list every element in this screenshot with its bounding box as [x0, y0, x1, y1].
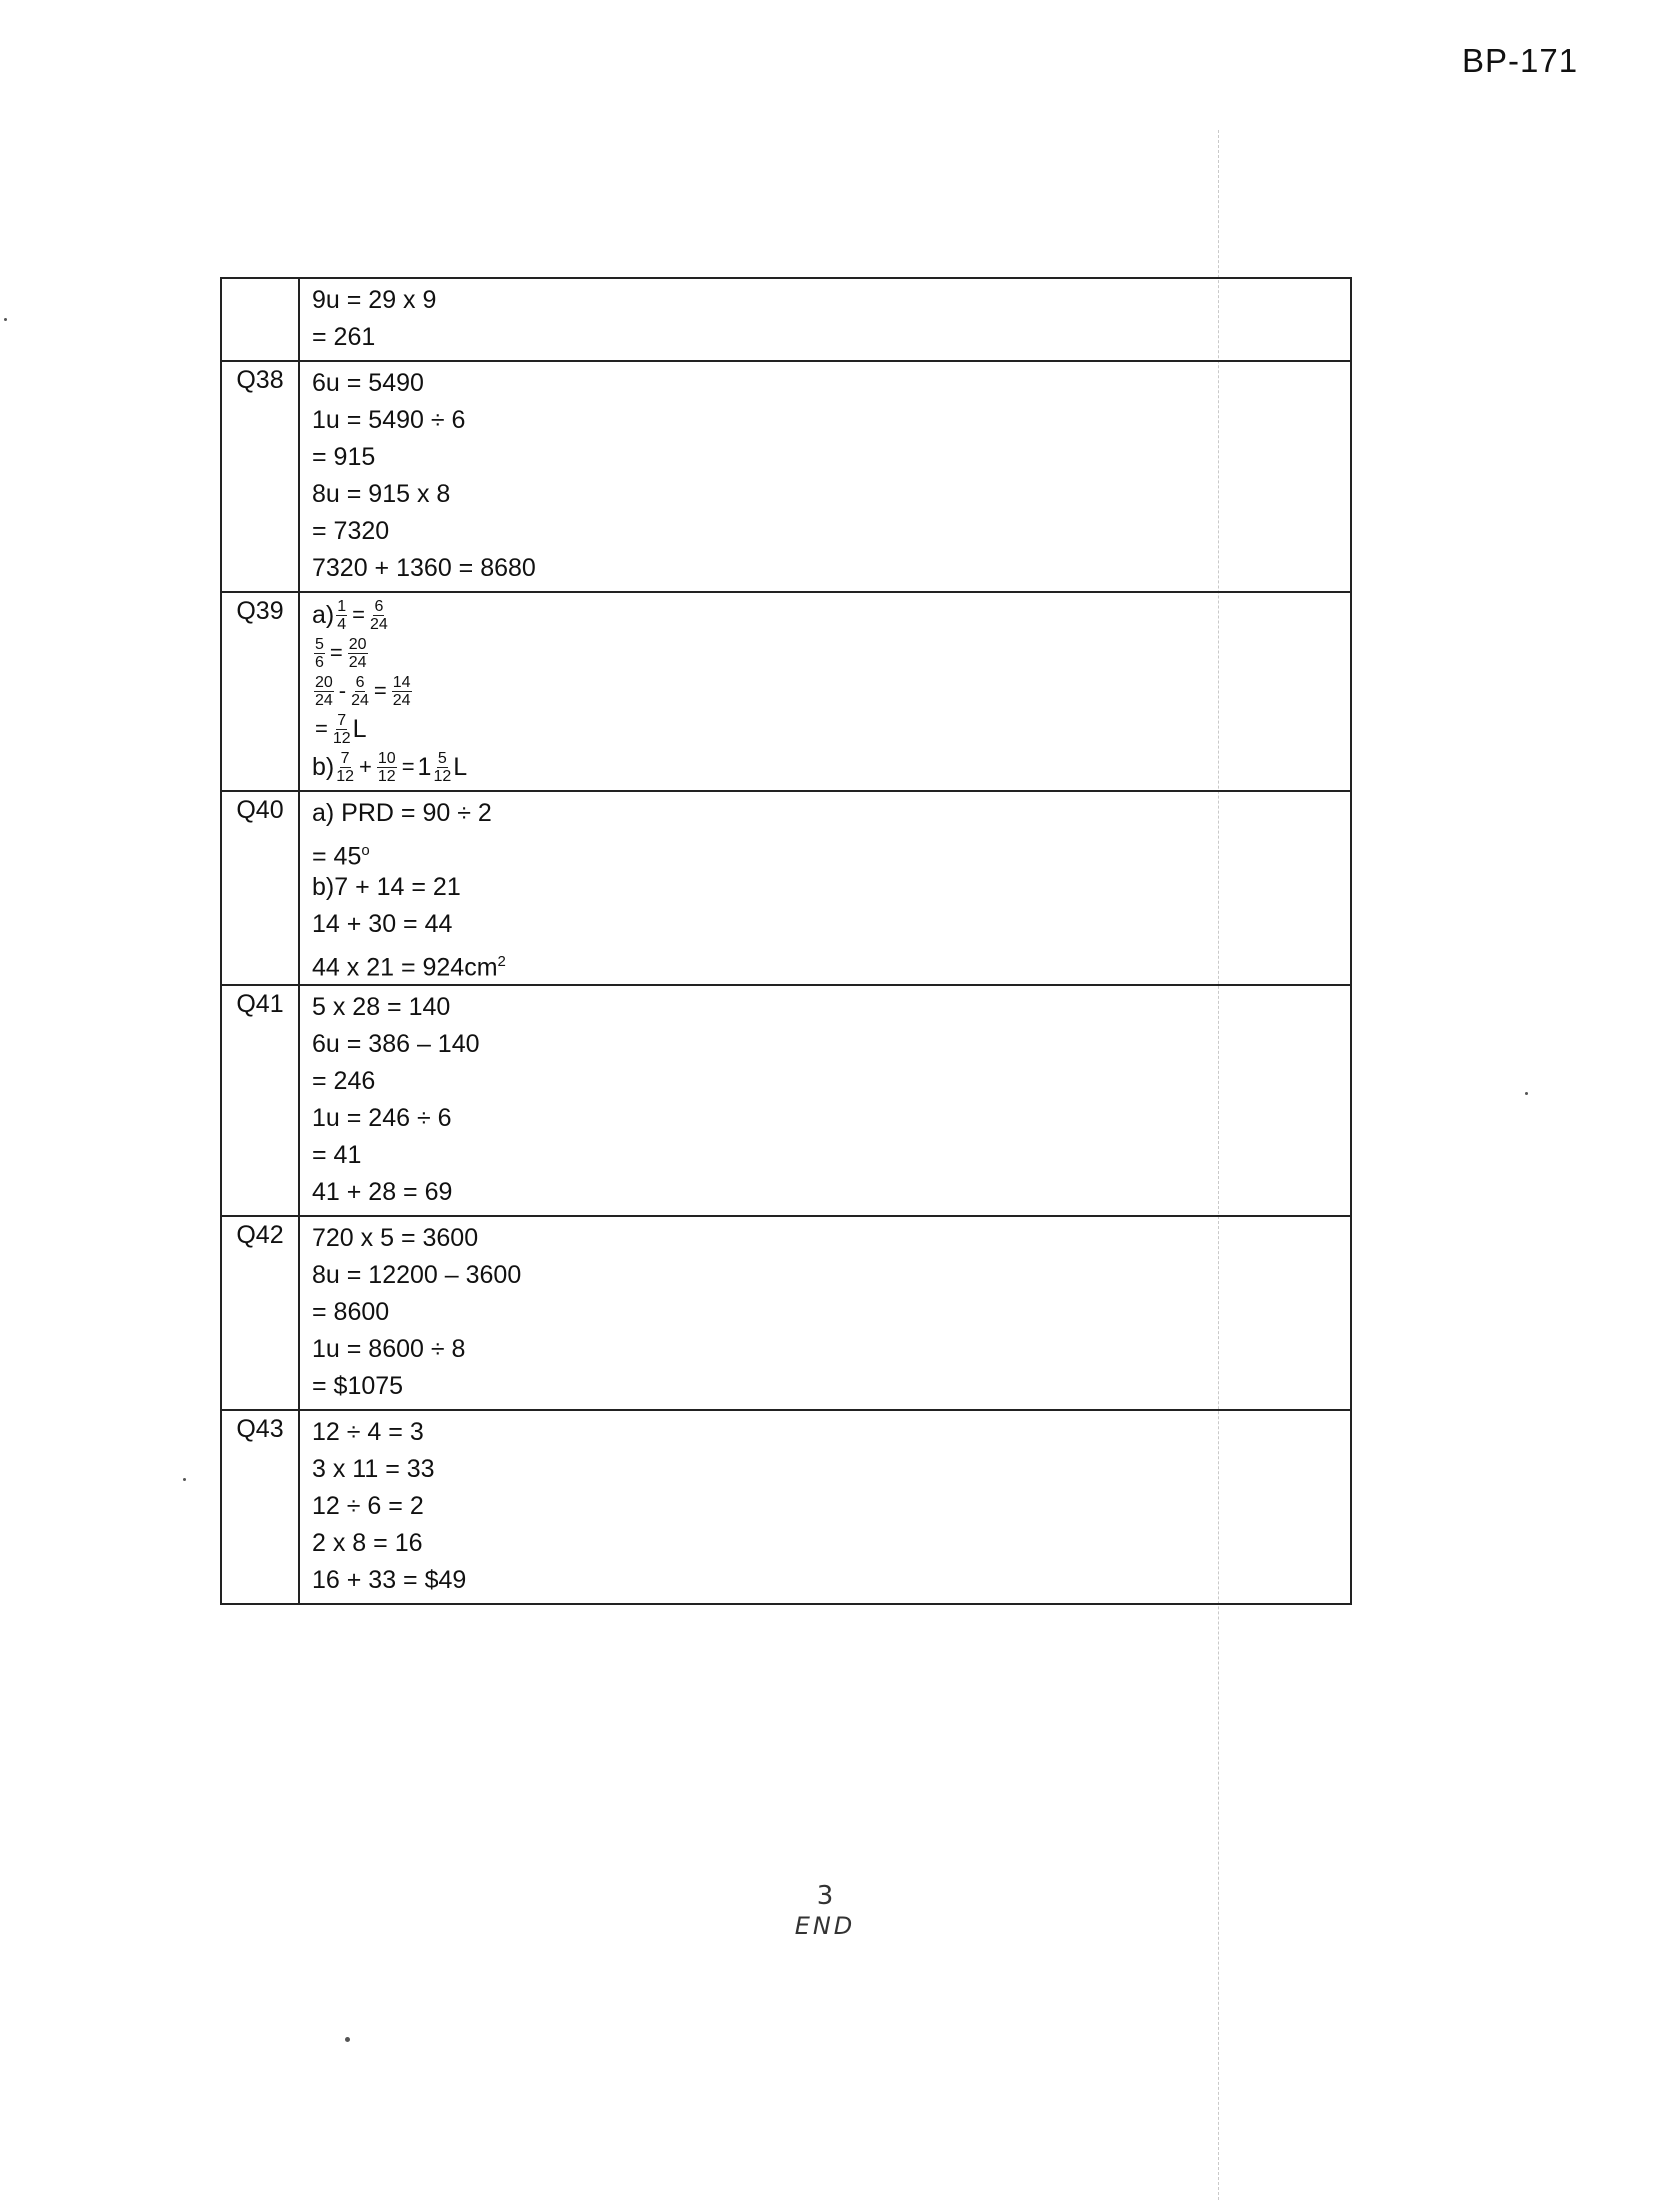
whole-number: 1 [417, 752, 432, 781]
numerator: 1 [337, 597, 347, 615]
numerator: 10 [377, 749, 396, 767]
table-row [221, 278, 1351, 361]
question-number: Q43 [221, 1410, 299, 1604]
working-line: = $1075 [312, 1372, 404, 1400]
scan-speck [345, 2037, 350, 2042]
denominator: 4 [337, 615, 347, 633]
working-cell [299, 361, 1351, 592]
working-line: 12 ÷ 4 = 3 [312, 1418, 424, 1446]
table-row [221, 985, 1351, 1216]
numerator: 7 [340, 749, 350, 767]
working-line: 720 x 5 = 3600 [312, 1224, 479, 1252]
equals-sign: = [315, 716, 328, 741]
fraction-line [312, 596, 1340, 634]
equals-sign: = [329, 640, 343, 665]
equals-sign: = [401, 754, 415, 779]
working-cell [299, 791, 1351, 985]
working-cell [299, 1410, 1351, 1604]
question-number [221, 278, 299, 361]
denominator: 12 [377, 767, 396, 785]
page-footer [770, 1880, 880, 1940]
part-label: a) [312, 600, 335, 629]
squared-mark: 2 [497, 953, 506, 970]
working-line: = 246 [312, 1067, 376, 1095]
working-text: = 45 [312, 842, 362, 871]
scan-speck [4, 318, 7, 321]
working-line: = 261 [312, 323, 376, 351]
unit-label: L [453, 752, 468, 781]
table-row [221, 1216, 1351, 1410]
question-number: Q41 [221, 985, 299, 1216]
working-line: = 7320 [312, 517, 390, 545]
equals-sign: = [373, 678, 387, 703]
working-line [312, 943, 1340, 980]
working-line: 8u = 12200 – 3600 [312, 1261, 522, 1289]
table-row [221, 1410, 1351, 1604]
denominator: 24 [315, 691, 333, 709]
denominator: 6 [315, 653, 324, 671]
fraction [348, 636, 368, 671]
scan-speck [183, 1478, 186, 1481]
fraction [392, 674, 412, 709]
working-line: = 41 [312, 1141, 362, 1169]
working-line: 1u = 8600 ÷ 8 [312, 1335, 466, 1363]
end-mark: END [794, 1912, 856, 1940]
working-line: 2 x 8 = 16 [312, 1529, 423, 1557]
fraction [370, 598, 388, 633]
working-line: 5 x 28 = 140 [312, 993, 451, 1021]
numerator: 20 [348, 635, 367, 653]
working-line: 41 + 28 = 69 [312, 1178, 453, 1206]
denominator: 24 [348, 653, 367, 671]
part-label: b) [312, 752, 335, 781]
working-line: = 915 [312, 443, 376, 471]
question-number: Q39 [221, 592, 299, 791]
working-line: 14 + 30 = 44 [312, 910, 453, 938]
equals-sign: = [352, 602, 365, 627]
working-line: 6u = 5490 [312, 369, 424, 397]
fraction [314, 674, 334, 709]
working-line: b)7 + 14 = 21 [312, 873, 461, 901]
question-number: Q42 [221, 1216, 299, 1410]
working-cell [299, 278, 1351, 361]
working-line: 12 ÷ 6 = 2 [312, 1492, 424, 1520]
table-row [221, 361, 1351, 592]
working-line: 7320 + 1360 = 8680 [312, 554, 536, 582]
fraction [377, 750, 397, 785]
numerator: 14 [392, 673, 411, 691]
numerator: 20 [315, 673, 333, 691]
unit-label: L [352, 714, 367, 743]
working-text: 44 x 21 = 924cm [312, 953, 498, 982]
scan-speck [1525, 1092, 1528, 1095]
working-line: 3 x 11 = 33 [312, 1455, 435, 1483]
working-cell [299, 592, 1351, 791]
answer-key-table [220, 277, 1352, 1605]
working-line: 9u = 29 x 9 [312, 286, 437, 314]
fraction [336, 598, 347, 633]
working-line [312, 832, 1340, 869]
working-line: a) PRD = 90 ÷ 2 [312, 799, 492, 827]
numerator: 5 [315, 635, 324, 653]
working-line: 1u = 246 ÷ 6 [312, 1104, 452, 1132]
denominator: 12 [336, 767, 355, 785]
page-number: 3 [816, 1881, 834, 1911]
question-number: Q38 [221, 361, 299, 592]
denominator: 24 [370, 615, 388, 633]
plus-sign: + [359, 754, 372, 779]
fraction-line [312, 710, 1340, 748]
question-number: Q40 [221, 791, 299, 985]
denominator: 12 [433, 767, 452, 785]
numerator: 6 [355, 673, 365, 691]
degree-mark: o [361, 842, 370, 859]
fraction-line [312, 748, 1340, 786]
minus-sign: - [338, 678, 347, 703]
table-row [221, 592, 1351, 791]
numerator: 5 [437, 749, 447, 767]
fraction [336, 750, 354, 785]
fraction-line [312, 634, 1340, 672]
denominator: 12 [332, 729, 351, 747]
numerator: 7 [337, 711, 347, 729]
fraction-line [312, 672, 1340, 710]
working-line: 6u = 386 – 140 [312, 1030, 480, 1058]
numerator: 6 [374, 597, 384, 615]
fraction [433, 750, 451, 785]
working-cell [299, 985, 1351, 1216]
fraction [333, 712, 351, 747]
denominator: 24 [351, 691, 369, 709]
working-line: 8u = 915 x 8 [312, 480, 451, 508]
fraction [314, 636, 325, 671]
fraction [351, 674, 369, 709]
document-code: BP-171 [1462, 42, 1579, 79]
table-row [221, 791, 1351, 985]
working-line: 1u = 5490 ÷ 6 [312, 406, 466, 434]
working-line: = 8600 [312, 1298, 390, 1326]
working-line: 16 + 33 = $49 [312, 1566, 467, 1594]
denominator: 24 [392, 691, 411, 709]
working-cell [299, 1216, 1351, 1410]
